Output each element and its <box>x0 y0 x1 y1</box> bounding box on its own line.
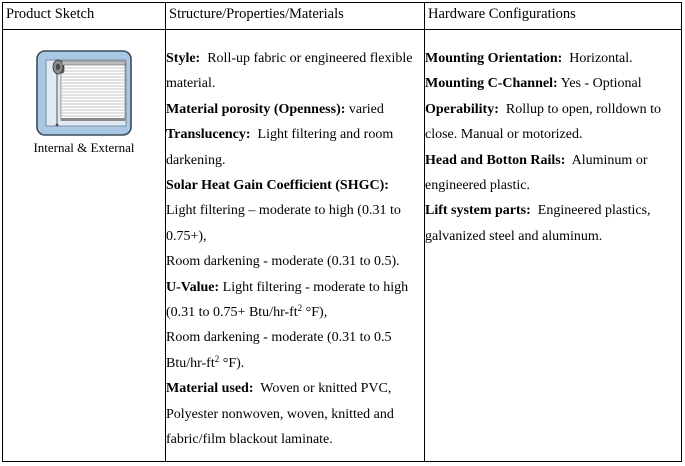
roller-shade-icon <box>34 48 134 138</box>
material-value-3: fabric/film blackout laminate. <box>166 432 333 448</box>
uvalue-room-1: Room darkening - moderate (0.31 to 0.5 <box>166 330 392 346</box>
uvalue-line <box>166 275 422 300</box>
mounting-value: Horizontal. <box>569 51 633 66</box>
operability-label: Operability: <box>425 101 499 117</box>
product-table <box>2 2 682 462</box>
cchannel-line <box>425 71 678 96</box>
header-product-sketch: Product Sketch <box>3 3 166 30</box>
uvalue-light-2 <box>166 300 422 325</box>
style-line <box>166 46 422 71</box>
rails-line <box>425 148 678 173</box>
porosity-label: Material porosity (Openness): <box>166 101 346 117</box>
mounting-line <box>425 46 678 71</box>
style-value-1: Roll-up fabric or engineered flexible <box>207 51 413 66</box>
uvalue-room-2 <box>166 351 422 376</box>
shgc-light-2: 0.75+), <box>166 228 207 244</box>
operability-value-2: close. Manual or motorized. <box>425 127 583 143</box>
shgc-label: Solar Heat Gain Coefficient (SHGC): <box>166 178 389 194</box>
sketch-cell <box>3 30 166 462</box>
porosity-value: varied <box>348 101 384 117</box>
hardware-cell <box>425 30 682 462</box>
uvalue-light-1: Light filtering - moderate to high <box>222 279 409 295</box>
material-label: Material used: <box>166 381 254 397</box>
material-value-2: Polyester nonwoven, woven, knitted and <box>166 406 394 422</box>
shgc-light-1: Light filtering – moderate to high (0.31 to <box>166 203 401 219</box>
lift-value-2: galvanized steel and aluminum. <box>425 228 603 244</box>
header-structure: Structure/Properties/Materials <box>166 3 425 30</box>
operability-line <box>425 97 678 122</box>
style-line-2: material. <box>166 76 216 92</box>
sketch-caption: Internal & External <box>33 140 135 155</box>
lift-value-1: Engineered plastics, <box>537 203 651 219</box>
rails-value-1: Aluminum or <box>571 152 648 168</box>
structure-cell <box>166 30 425 462</box>
uvalue-light-2-sup: 2 <box>297 303 303 314</box>
translucency-value-1: Light filtering and room <box>257 127 394 143</box>
header-hardware: Hardware Configurations <box>425 3 682 30</box>
translucency-line-2: darkening. <box>166 152 226 168</box>
operability-value-1: Rollup to open, rolldown to <box>505 101 662 117</box>
material-line <box>166 376 422 401</box>
mounting-label: Mounting Orientation: <box>425 51 563 66</box>
uvalue-room-2-post: °F). <box>219 355 245 371</box>
uvalue-room-2-pre: Btu/hr-ft <box>166 355 215 371</box>
rails-value-2: engineered plastic. <box>425 178 530 194</box>
uvalue-room-2-sup: 2 <box>214 353 220 364</box>
uvalue-light-2-pre: (0.31 to 0.75+ Btu/hr-ft <box>166 305 298 321</box>
translucency-label: Translucency: <box>166 127 251 143</box>
lift-line <box>425 198 678 223</box>
translucency-line <box>166 122 422 147</box>
uvalue-label: U-Value: <box>166 279 220 295</box>
cchannel-label: Mounting C-Channel: <box>425 76 558 92</box>
style-label: Style: <box>166 51 201 66</box>
porosity-line <box>166 97 422 122</box>
lift-label: Lift system parts: <box>425 203 531 219</box>
rails-label: Head and Botton Rails: <box>425 152 566 168</box>
header-row <box>3 3 682 30</box>
material-value-1: Woven or knitted PVC, <box>260 381 392 397</box>
uvalue-light-2-post: °F), <box>302 305 328 321</box>
shgc-room: Room darkening - moderate (0.31 to 0.5). <box>166 254 400 270</box>
content-row <box>3 30 682 462</box>
cchannel-value: Yes - Optional <box>560 76 642 92</box>
